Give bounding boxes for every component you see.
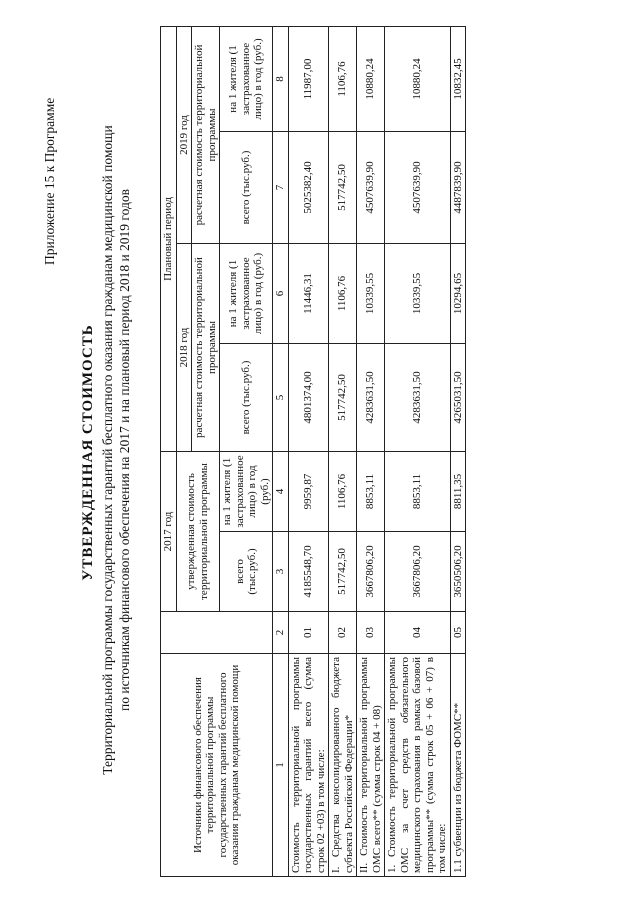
cell-2018-per-capita: 11446,31 <box>288 244 329 344</box>
row-code: 02 <box>329 612 357 654</box>
col-number: 2 <box>273 612 289 654</box>
cell-2017-per-capita: 8811,35 <box>450 452 466 532</box>
cell-2019-per-capita: 11987,00 <box>288 26 329 131</box>
col-number: 8 <box>273 26 289 131</box>
cell-2018-per-capita: 10294,65 <box>450 244 466 344</box>
cell-2017-total: 3667806,20 <box>357 532 385 612</box>
annex-label: Приложение 15 к Программе <box>42 97 57 265</box>
cell-2017-per-capita: 8853,11 <box>357 452 385 532</box>
cell-2017-total: 4185548,70 <box>288 532 329 612</box>
cell-2017-total: 3650506,20 <box>450 532 466 612</box>
subtitle-line-1: Территориальной программы государственных гарантий бесплатного оказания гражданам медицинской помощи <box>100 125 115 775</box>
cell-2019-per-capita: 10880,24 <box>385 26 451 131</box>
cell-2018-per-capita: 10339,55 <box>385 244 451 344</box>
cell-2017-total: 3667806,20 <box>385 532 451 612</box>
header-total-2019: всего (тыс.руб.) <box>220 132 273 244</box>
col-number: 4 <box>273 452 289 532</box>
cell-2018-per-capita: 1106,76 <box>329 244 357 344</box>
row-label: 1. Стоимость территориальной программы ОМС за счет средств обязательного медицинского страхования в рамках базовой программы** (сумма строк 05 + 06 + 07) в том числе: <box>385 654 451 877</box>
cell-2017-per-capita: 9959,87 <box>288 452 329 532</box>
col-number: 5 <box>273 344 289 452</box>
table-row <box>288 26 329 876</box>
cost-table <box>160 26 466 877</box>
cell-2018-total: 4801374,00 <box>288 344 329 452</box>
header-year-2017: 2017 год <box>161 452 177 612</box>
row-code: 04 <box>385 612 451 654</box>
cell-2019-total: 517742,50 <box>329 132 357 244</box>
cell-2018-total: 4265031,50 <box>450 344 466 452</box>
header-per-capita-2019: на 1 жителя (1 застрахованное лицо) в год (руб.) <box>220 26 273 131</box>
row-code: 05 <box>450 612 466 654</box>
table-row <box>329 26 357 876</box>
header-approved-cost: утвержденная стоимость территориальной программы <box>176 452 220 612</box>
header-plan-period: Плановый период <box>161 26 177 451</box>
header-per-capita-2018: на 1 жителя (1 застрахованное лицо) в год (руб.) <box>220 244 273 344</box>
cell-2017-per-capita: 1106,76 <box>329 452 357 532</box>
header-calc-cost-2018: расчетная стоимость территориальной программы <box>192 244 220 452</box>
table-row <box>450 26 466 876</box>
header-per-capita-2017: на 1 жителя (1 застрахованное лицо) в год (руб.) <box>220 452 273 532</box>
row-label: 1.1 субвенции из бюджета ФОМС** <box>450 654 466 877</box>
cell-2017-per-capita: 8853,11 <box>385 452 451 532</box>
header-code-blank <box>161 612 273 654</box>
col-number: 6 <box>273 244 289 344</box>
cell-2019-total: 5025382,40 <box>288 132 329 244</box>
cell-2018-total: 517742,50 <box>329 344 357 452</box>
cell-2019-per-capita: 10832,45 <box>450 26 466 131</box>
cell-2018-per-capita: 10339,55 <box>357 244 385 344</box>
header-year-2018: 2018 год <box>176 244 192 452</box>
cell-2019-total: 4507639,90 <box>357 132 385 244</box>
cell-2018-total: 4283631,50 <box>357 344 385 452</box>
col-number: 3 <box>273 532 289 612</box>
document-subtitle <box>99 85 133 815</box>
cell-2018-total: 4283631,50 <box>385 344 451 452</box>
table-row <box>357 26 385 876</box>
cell-2019-total: 4507639,90 <box>385 132 451 244</box>
row-code: 01 <box>288 612 329 654</box>
document-title: УТВЕРЖДЕННАЯ СТОИМОСТЬ <box>80 324 96 581</box>
table-row <box>385 26 451 876</box>
header-total-2018: всего (тыс.руб.) <box>220 344 273 452</box>
header-calc-cost-2019: расчетная стоимость территориальной программы <box>192 26 220 243</box>
cell-2017-total: 517742,50 <box>329 532 357 612</box>
row-label: Стоимость территориальной программы государственных гарантий всего (сумма строк 02 +03) в том числе: <box>288 654 329 877</box>
col-number: 7 <box>273 132 289 244</box>
subtitle-line-2: по источникам финансового обеспечения на 2017 и на плановый период 2018 и 2019 годов <box>117 189 132 711</box>
header-year-2019: 2019 год <box>176 26 192 243</box>
row-label: II. Стоимость территориальной программы ОМС всего** (сумма строк 04 + 08) <box>357 654 385 877</box>
header-total-2017: всего (тыс.руб.) <box>220 532 273 612</box>
cell-2019-per-capita: 1106,76 <box>329 26 357 131</box>
cell-2019-per-capita: 10880,24 <box>357 26 385 131</box>
col-number: 1 <box>273 654 289 877</box>
header-source: Источники финансового обеспечения территориальной программы государственных гарантий бесплатного оказания гражданам медицинской помощи <box>161 654 273 877</box>
row-code: 03 <box>357 612 385 654</box>
row-label: I. Средства консолидированного бюджета субъекта Российской Федерации* <box>329 654 357 877</box>
cell-2019-total: 4487839,90 <box>450 132 466 244</box>
